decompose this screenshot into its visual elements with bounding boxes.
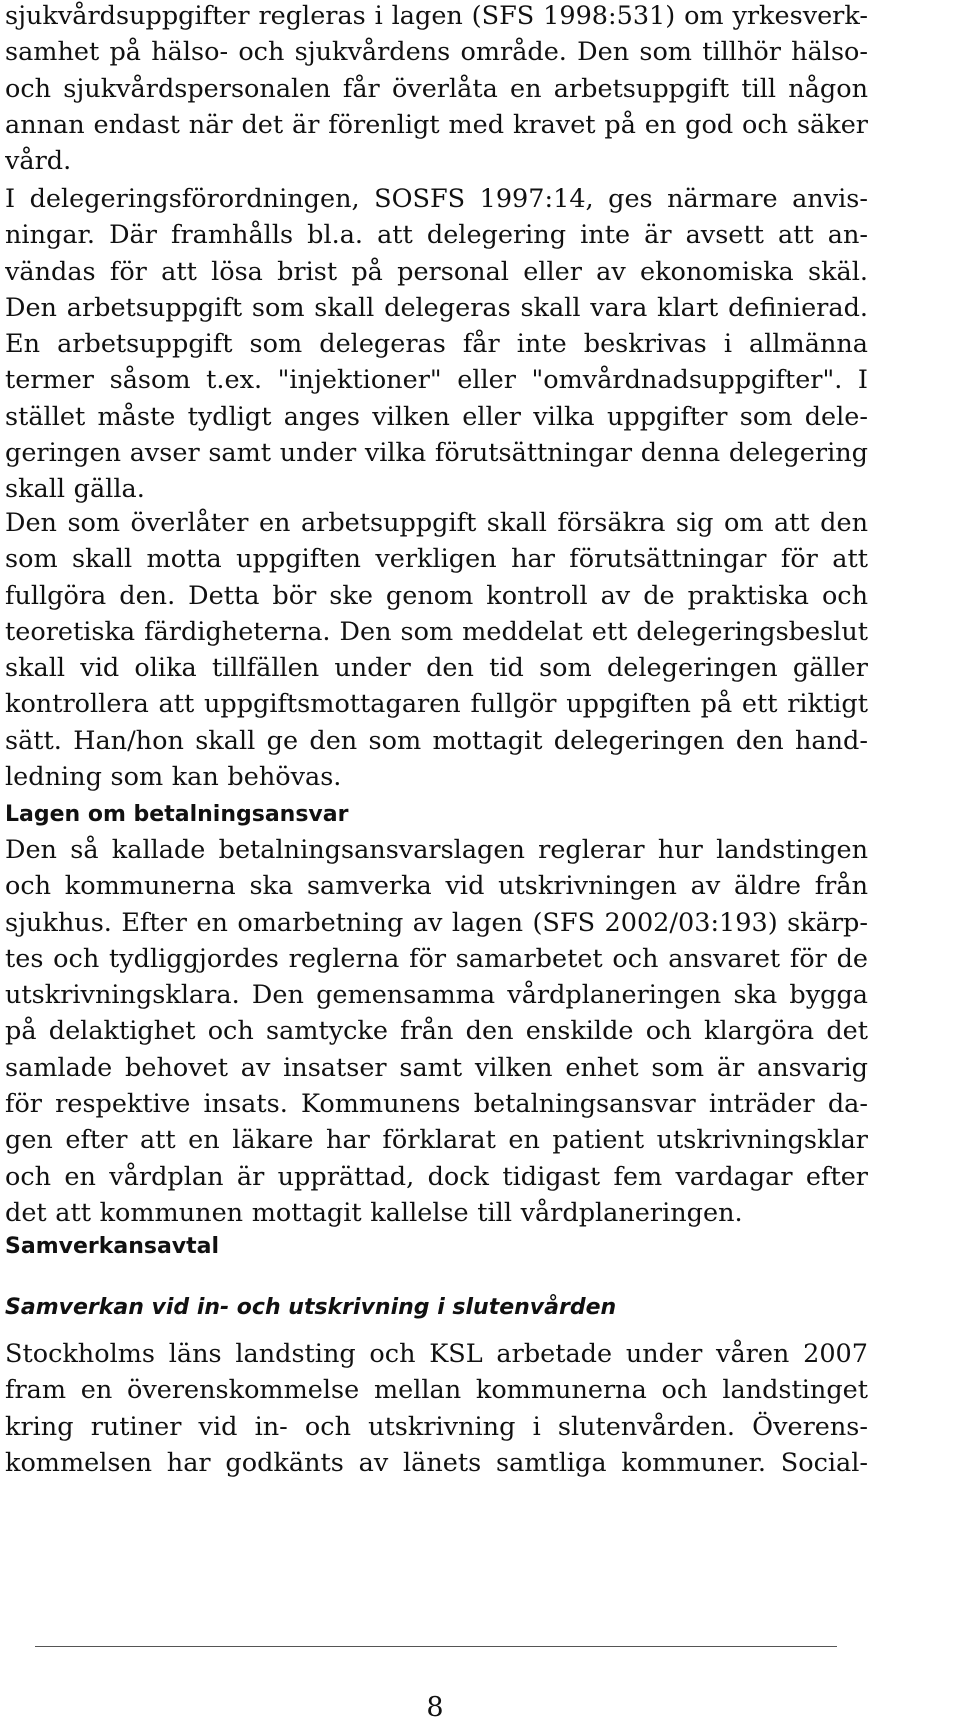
text-line: kontrollera att uppgiftsmottagaren fullgör uppgiften på ett riktigt (5, 689, 868, 720)
text-line: En arbetsuppgift som delegeras får inte beskrivas i allmänna (5, 329, 868, 360)
text-line: skall gälla. (5, 474, 145, 505)
paragraph-delegation-responsibility (5, 505, 868, 795)
text-line: ledning som kan behövas. (5, 762, 342, 793)
text-line: Stockholms läns landsting och KSL arbetade under våren 2007 (5, 1339, 868, 1369)
text-line: utskrivningsklara. Den gemensamma vårdplaneringen ska bygga (5, 980, 868, 1011)
text-line: kring rutiner vid in- och utskrivning i slutenvården. Överens- (5, 1411, 868, 1442)
text-line: stället måste tydligt anges vilken eller vilka uppgifter som dele- (5, 401, 868, 432)
text-line: samlade behovet av insatser samt vilken enhet som är ansvarig (5, 1052, 868, 1083)
text-line: samhet på hälso- och sjukvårdens område. Den som tillhör hälso- (5, 37, 868, 68)
text-line: fullgöra den. Detta bör ske genom kontroll av de praktiska och (5, 580, 868, 611)
footer-divider (35, 1646, 837, 1647)
text-line: Den som överlåter en arbetsuppgift skall försäkra sig om att den (5, 508, 868, 538)
text-line: kommelsen har godkänts av länets samtliga kommuner. Social- (5, 1447, 868, 1478)
text-line: vändas för att lösa brist på personal eller av ekonomiska skäl. (5, 256, 868, 287)
text-line: ningar. Där framhålls bl.a. att delegering inte är avsett att an- (5, 220, 868, 251)
text-line: tes och tydliggjordes reglerna för samarbetet och ansvaret för de (5, 943, 868, 974)
paragraph-delegation-ordinance (5, 181, 868, 508)
text-line: som skall motta uppgiften verkligen har förutsättningar för att (5, 544, 868, 575)
text-line: och en vårdplan är upprättad, dock tidigast fem vardagar efter (5, 1161, 868, 1192)
text-line: sjukvårdsuppgifter regleras i lagen (SFS 1998:531) om yrkesverk- (5, 1, 868, 31)
section-heading-cooperation-agreement: Samverkansavtal (5, 1234, 220, 1259)
paragraph-payment-liability (5, 832, 868, 1231)
section-heading-payment-liability: Lagen om betalningsansvar (5, 802, 349, 827)
text-line: gen efter att en läkare har förklarat en patient utskrivningsklar (5, 1125, 868, 1156)
text-line: på delaktighet och samtycke från den enskilde och klargöra det (5, 1016, 868, 1047)
text-line: annan endast när det är förenligt med kravet på en god och säker (5, 109, 868, 140)
text-line: sätt. Han/hon skall ge den som mottagit delegeringen den hand- (5, 725, 868, 756)
paragraph-cooperation (5, 1336, 868, 1481)
text-line: fram en överenskommelse mellan kommunerna och landstinget (5, 1375, 868, 1406)
text-line: teoretiska färdigheterna. Den som meddelat ett delegeringsbeslut (5, 616, 868, 647)
text-line: vård. (5, 146, 72, 177)
subsection-heading-admission-discharge: Samverkan vid in- och utskrivning i slutenvården (5, 1295, 617, 1320)
page-number: 8 (426, 1692, 444, 1723)
paragraph-delegation-law (5, 0, 868, 179)
text-line: och kommunerna ska samverka vid utskrivningen av äldre från (5, 871, 868, 902)
text-line: det att kommunen mottagit kallelse till vårdplaneringen. (5, 1197, 743, 1228)
text-line: I delegeringsförordningen, SOSFS 1997:14, ges närmare anvis- (5, 184, 868, 214)
text-line: och sjukvårdspersonalen får överlåta en arbetsuppgift till någon (5, 73, 868, 104)
text-line: Den arbetsuppgift som skall delegeras skall vara klart definierad. (5, 292, 868, 323)
text-line: Den så kallade betalningsansvarslagen reglerar hur landstingen (5, 835, 868, 865)
text-line: skall vid olika tillfällen under den tid som delegeringen gäller (5, 653, 868, 684)
text-line: för respektive insats. Kommunens betalningsansvar inträder da- (5, 1089, 868, 1120)
text-line: sjukhus. Efter en omarbetning av lagen (SFS 2002/03:193) skärp- (5, 907, 868, 938)
text-line: geringen avser samt under vilka förutsättningar denna delegering (5, 438, 868, 469)
text-line: termer såsom t.ex. "injektioner" eller "omvårdnadsuppgifter". I (5, 365, 868, 396)
